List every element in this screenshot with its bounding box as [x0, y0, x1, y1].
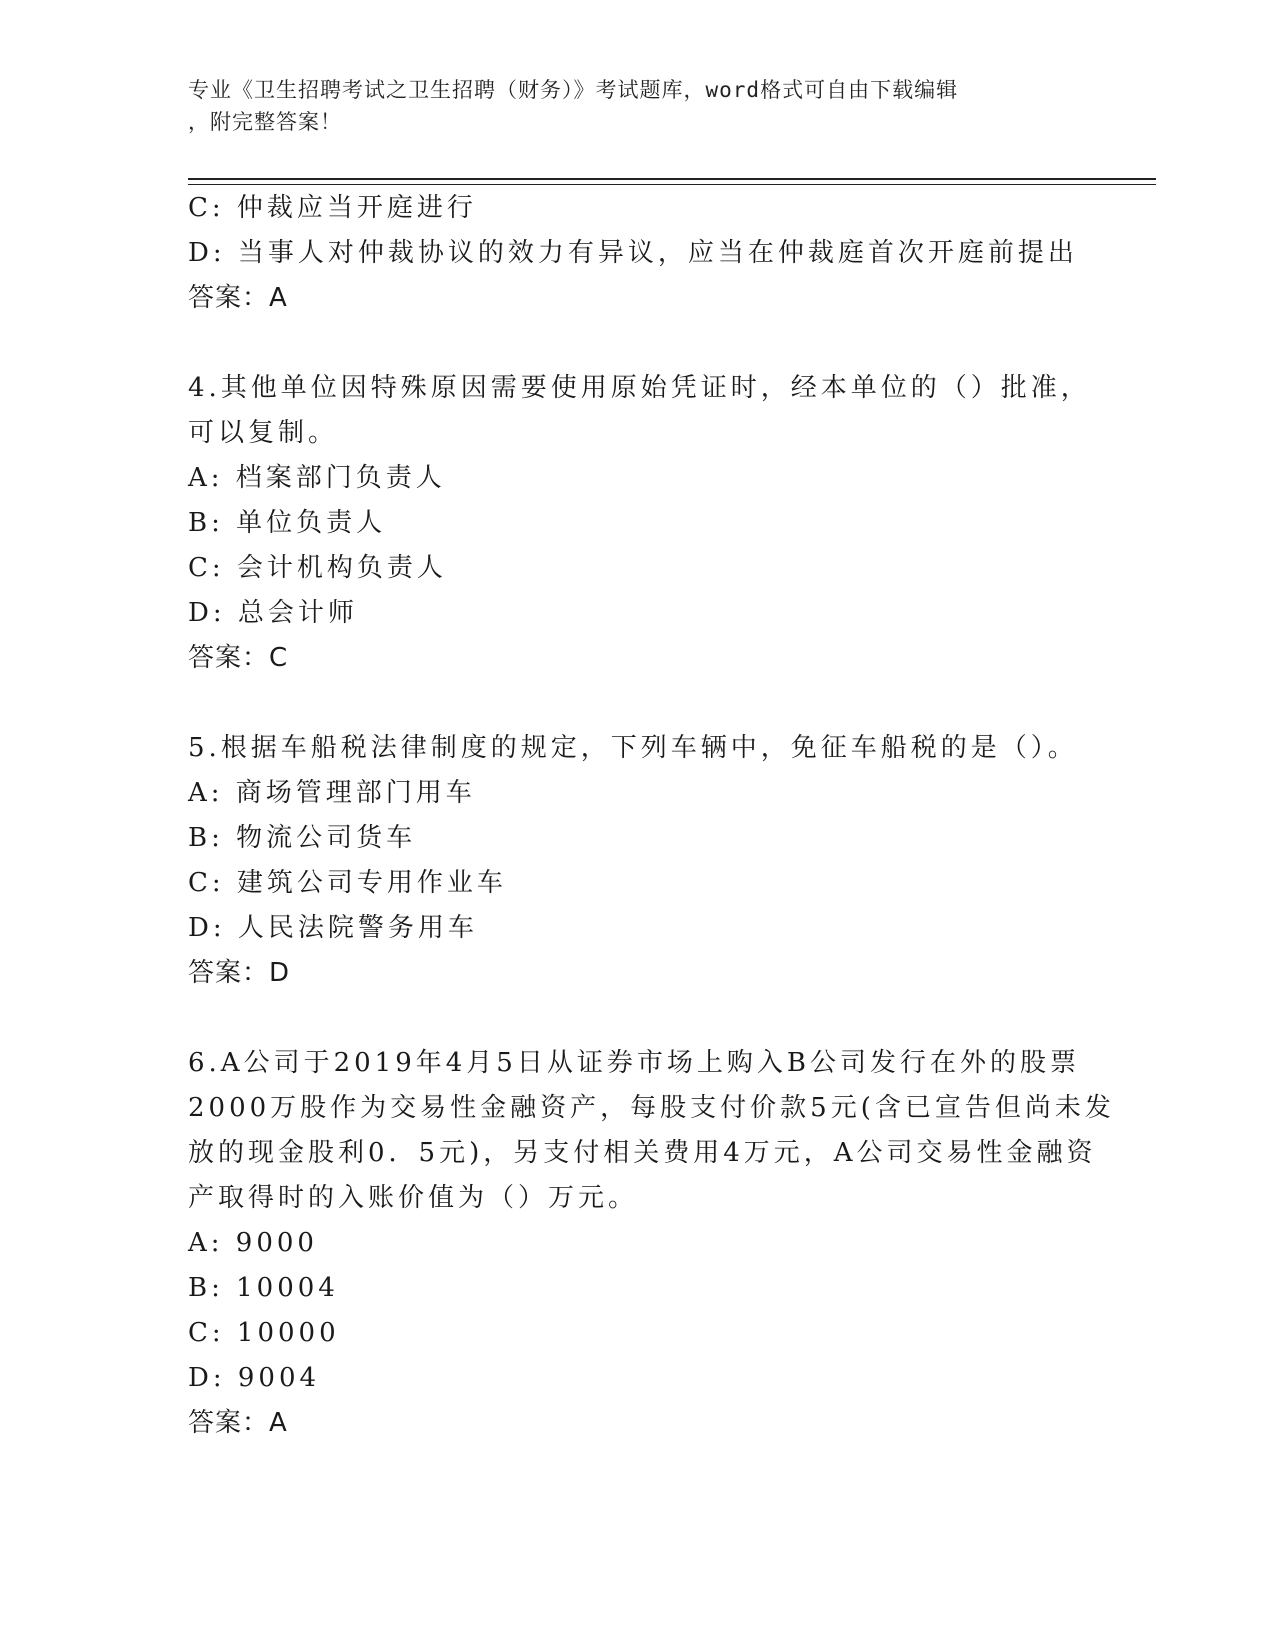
q5-option-c: C: 建筑公司专用作业车 [188, 868, 507, 898]
q6-stem-line-1: 6.A公司于2019年4月5日从证券市场上购入B公司发行在外的股票 [188, 1048, 1080, 1078]
header-divider-thin [188, 184, 1156, 185]
q5-option-b: B: 物流公司货车 [188, 823, 417, 853]
q5-stem-line-1: 5.根据车船税法律制度的规定，下列车辆中，免征车船税的是（）。 [188, 733, 1078, 763]
header-divider-thick [188, 178, 1156, 180]
q6-stem-line-4: 产取得时的入账价值为（）万元。 [188, 1183, 639, 1213]
q6-stem-line-2: 2000万股作为交易性金融资产，每股支付价款5元(含已宣告但尚未发 [188, 1093, 1115, 1123]
q5-answer: 答案：D [188, 958, 291, 988]
q6-stem-line-3: 放的现金股利0．5元)，另支付相关费用4万元，A公司交易性金融资 [188, 1138, 1097, 1168]
q4-option-c: C: 会计机构负责人 [188, 553, 447, 583]
q6-option-d: D: 9004 [188, 1363, 321, 1393]
header-line-1: 专业《卫生招聘考试之卫生招聘（财务）》考试题库，word格式可自由下载编辑 [188, 78, 959, 102]
q6-option-c: C: 10000 [188, 1318, 340, 1348]
q5-option-a: A: 商场管理部门用车 [188, 778, 476, 808]
q4-option-a: A: 档案部门负责人 [188, 463, 446, 493]
document-header [188, 74, 1088, 138]
q4-option-d: D: 总会计师 [188, 598, 358, 628]
q6-answer: 答案：A [188, 1408, 288, 1438]
header-line-2: ，附完整答案！ [188, 110, 342, 134]
q4-answer: 答案：C [188, 643, 289, 673]
q3-option-c: C: 仲裁应当开庭进行 [188, 193, 477, 223]
q5-option-d: D: 人民法院警务用车 [188, 913, 478, 943]
q6-option-b: B: 10004 [188, 1273, 339, 1303]
q4-stem-line-2: 可以复制。 [188, 418, 339, 448]
q6-option-a: A: 9000 [188, 1228, 318, 1258]
q3-option-d: D: 当事人对仲裁协议的效力有异议，应当在仲裁庭首次开庭前提出 [188, 238, 1078, 268]
q4-stem-line-1: 4.其他单位因特殊原因需要使用原始凭证时，经本单位的（）批准， [188, 373, 1091, 403]
q4-option-b: B: 单位负责人 [188, 508, 387, 538]
q3-answer: 答案：A [188, 283, 288, 313]
